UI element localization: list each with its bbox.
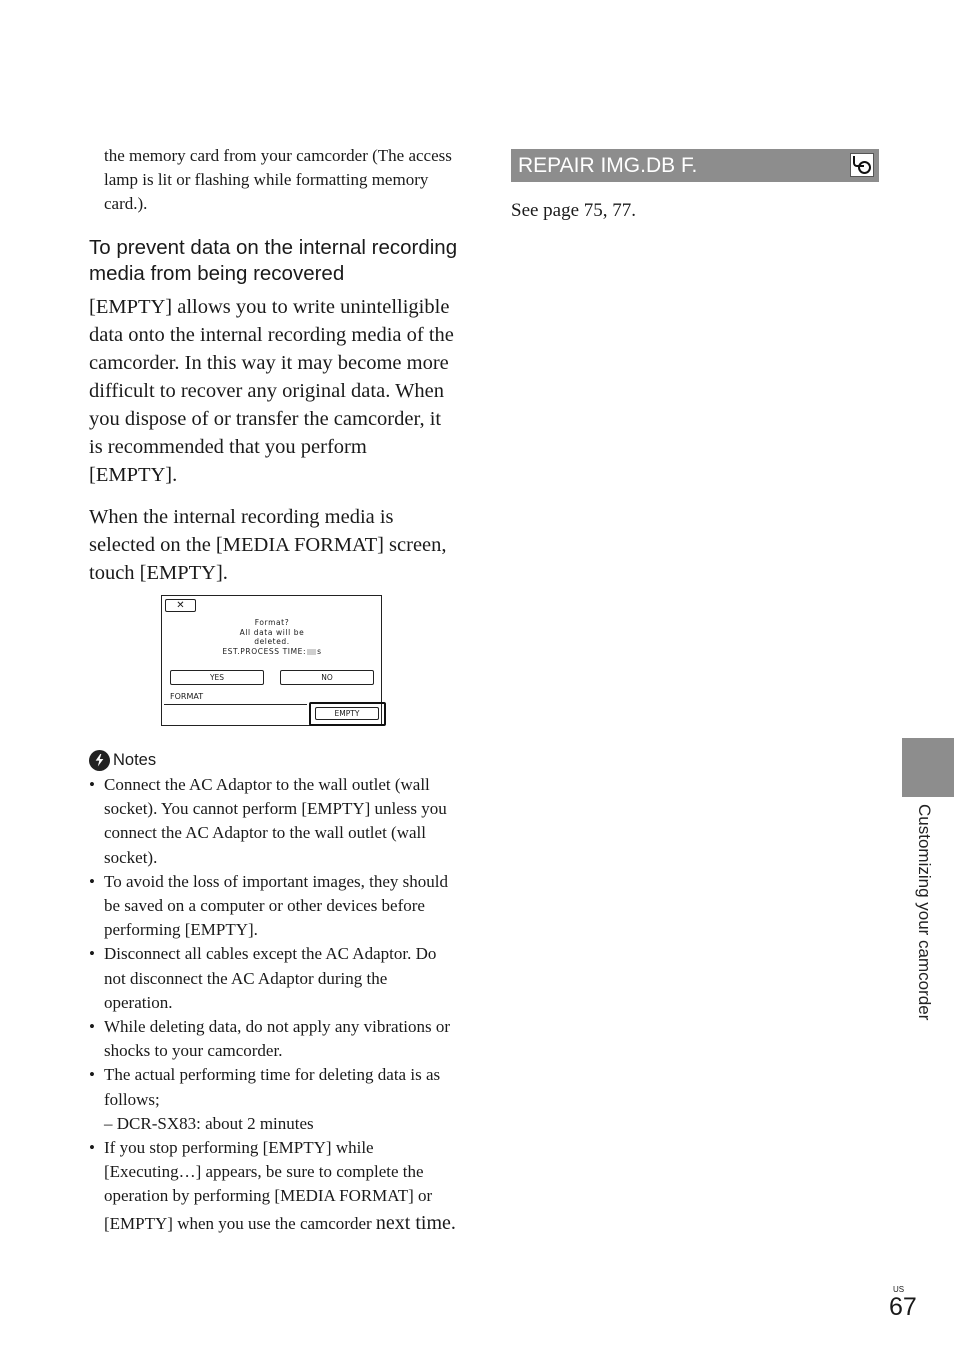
note-item: • To avoid the loss of important images, they should be saved on a computer or other devices before performing [EMPTY]. — [89, 870, 459, 943]
process-time-unit: s — [317, 646, 322, 656]
chapter-tab — [902, 738, 954, 797]
yes-button: YES — [170, 670, 264, 685]
format-label: FORMAT — [170, 692, 204, 701]
note-item-text: The actual performing time for deleting data is as follows; — [104, 1065, 441, 1109]
note-sub-item: – DCR-SX83: about 2 minutes — [104, 1113, 314, 1133]
arrow-shape — [853, 156, 864, 167]
chapter-label: Customizing your camcorder — [915, 804, 934, 1021]
divider — [164, 704, 307, 705]
notes-heading: Notes — [113, 750, 157, 769]
see-page-reference: See page 75, 77. — [511, 200, 637, 221]
repair-database-icon — [850, 153, 874, 177]
notes-header — [89, 748, 156, 772]
note-item-tail: next time. — [375, 1211, 456, 1234]
empty-button: EMPTY — [315, 707, 379, 720]
body-paragraph-1: [EMPTY] allows you to write unintelligible data onto the internal recording media of the camcorder. In this way it may become more difficult to recover any original data. When you dispose of or transfer the camcorder, it is recommended that you perform [EMPTY]. — [89, 296, 454, 486]
note-item-text: If you stop performing [EMPTY] while [Executing…] appears, be sure to complete the operation by performing [MEDIA FORMAT] or [EMPTY] when you use the camcorder — [104, 1138, 433, 1233]
format-message-line3: deleted. — [254, 637, 290, 646]
format-message-line2: All data will be — [239, 627, 305, 637]
format-message-line1: Format? — [254, 618, 290, 627]
no-button: NO — [280, 670, 374, 685]
section-subheading: To prevent data on the internal recording media from being recovered — [89, 236, 458, 285]
close-icon: ✕ — [165, 599, 196, 612]
format-message — [202, 618, 342, 656]
note-item: • Disconnect all cables except the AC Adaptor. Do not disconnect the AC Adaptor during the operation. — [89, 942, 459, 1015]
repair-section-header — [511, 149, 879, 182]
region-code: US — [893, 1285, 905, 1294]
time-placeholder-icon — [307, 649, 316, 655]
empty-highlight — [309, 702, 386, 726]
process-time-label: EST.PROCESS TIME: — [222, 646, 307, 656]
body-paragraph-2: When the internal recording media is selected on the [MEDIA FORMAT] screen, touch [EMPTY]. — [89, 506, 447, 584]
note-item: • Connect the AC Adaptor to the wall outlet (wall socket). You cannot perform [EMPTY] unless you connect the AC Adaptor to the wall outlet (wall socket). — [89, 773, 459, 870]
note-item — [89, 1136, 459, 1237]
page-number: 67 — [889, 1293, 917, 1321]
note-item — [89, 1063, 459, 1136]
repair-title: REPAIR IMG.DB F. — [518, 154, 698, 177]
notes-warning-icon — [89, 750, 110, 771]
note-item: • While deleting data, do not apply any vibrations or shocks to your camcorder. — [89, 1015, 459, 1063]
notes-list — [89, 773, 459, 1237]
format-message-line4 — [202, 647, 342, 657]
continuation-text: the memory card from your camcorder (The access lamp is lit or flashing while formatting memory card.). — [104, 146, 452, 213]
format-screen-illustration — [161, 595, 382, 726]
